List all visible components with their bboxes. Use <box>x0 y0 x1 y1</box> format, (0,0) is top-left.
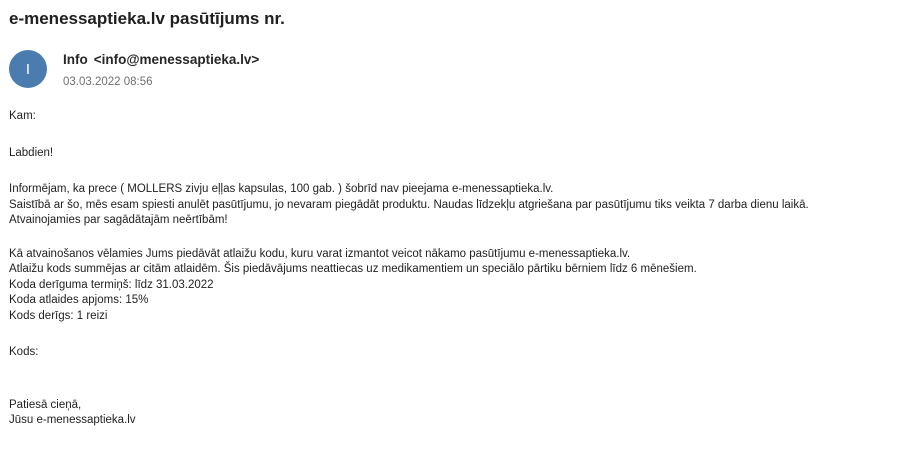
greeting: Labdien! <box>9 146 54 159</box>
code-discount: Koda atlaides apjoms: 15% <box>9 294 149 306</box>
body-line: Kā atvainošanos vēlamies Jums piedāvāt atlaižu kodu, kuru varat izmantot veicot nākamo pasūtījumu e-menessaptieka.lv. <box>9 247 631 260</box>
sender-email: <info@menessaptieka.lv> <box>93 52 260 67</box>
body-line: Atlaižu kods summējas ar citām atlaidēm. Šis piedāvājums neattiecas uz medikamentiem un speciālo pārtiku bērniem līdz 6 mēnešiem. <box>9 263 697 275</box>
code-uses: Kods derīgs: 1 reizi <box>9 309 108 322</box>
code-validity: Koda derīguma termiņš: līdz 31.03.2022 <box>9 278 214 291</box>
sender-name: Info <box>63 52 88 67</box>
body-line: Atvainojamies par sagādātajām neērtībām! <box>9 214 228 226</box>
sender-avatar[interactable] <box>9 50 47 88</box>
email-subject: e-menessaptieka.lv pasūtījums nr. <box>9 9 285 28</box>
body-line: Saistībā ar šo, mēs esam spiesti anulēt pasūtījumu, jo nevaram piegādāt produktu. Naudas līdzekļu atgriešana par pasūtījumu tiks veikta 7 darba dienu laikā. <box>9 198 809 211</box>
signoff-line: Jūsu e-menessaptieka.lv <box>9 414 136 426</box>
code-label: Kods: <box>9 346 39 358</box>
body-line: Informējam, ka prece ( MOLLERS zivju eļļas kapsulas, 100 gab. ) šobrīd nav pieejama e-menessaptieka.lv. <box>9 183 554 195</box>
sender-line[interactable] <box>63 52 259 67</box>
to-label: Kam: <box>9 110 36 122</box>
signoff-line: Patiesā cieņā, <box>9 398 82 411</box>
email-date: 03.03.2022 08:56 <box>63 76 153 88</box>
email-body <box>9 109 894 429</box>
avatar-initial: I <box>25 60 31 78</box>
